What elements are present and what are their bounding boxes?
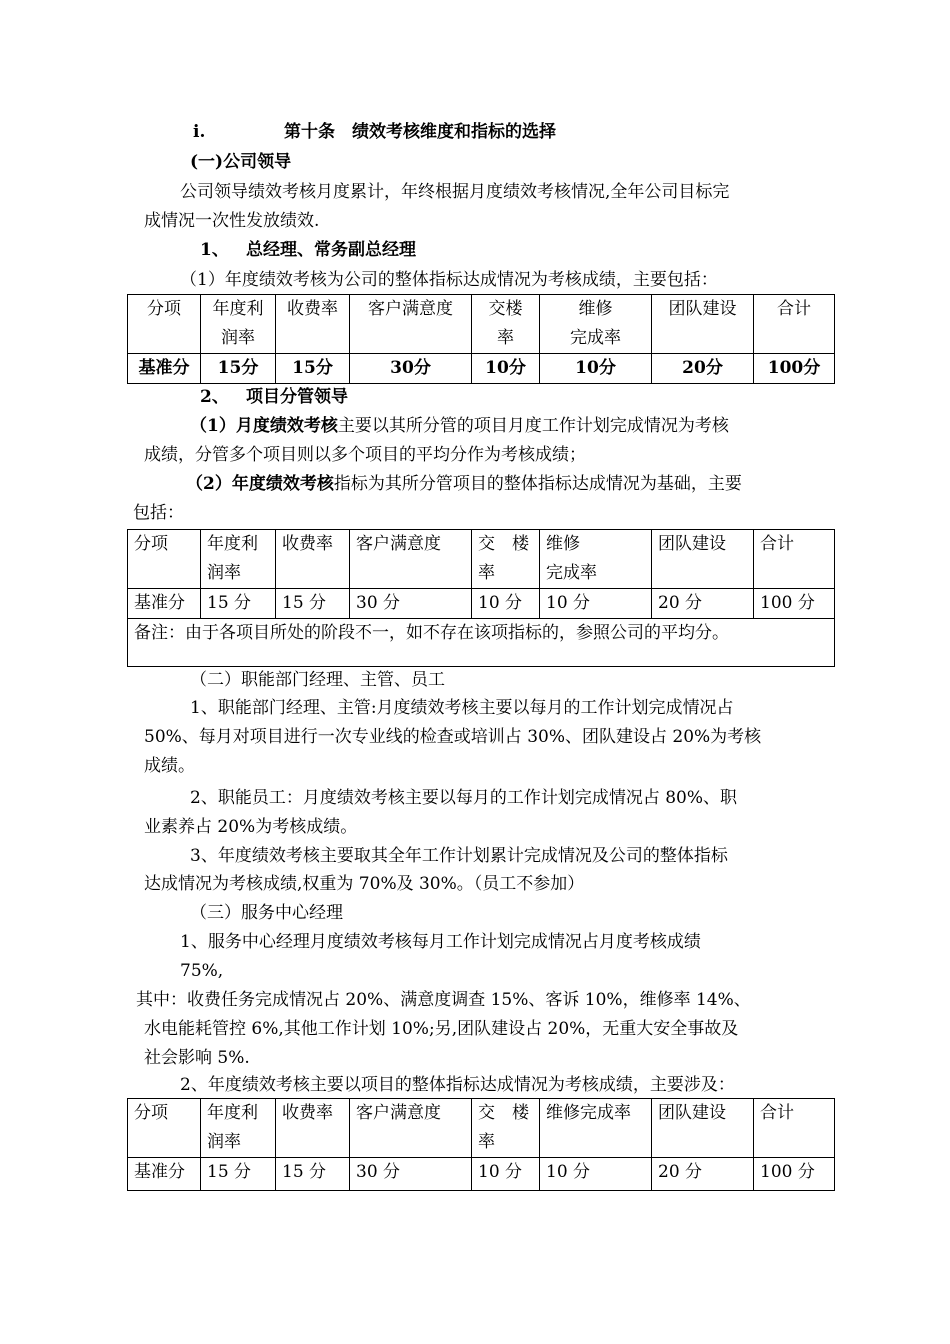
- table-weights-project-leader: [127, 529, 835, 667]
- header-cell: 团队建设: [652, 295, 754, 354]
- table-cell: 基准分: [128, 589, 201, 619]
- header-cell: 客户满意度: [350, 530, 472, 589]
- table-cell: 10 分: [540, 589, 652, 619]
- header-cell: 分项: [128, 1099, 201, 1158]
- paragraph-line: 50%、每月对项目进行一次专业线的检查或培训占 30%、团队建设占 20%为考核: [144, 727, 762, 747]
- header-cell: 分项: [128, 530, 201, 589]
- paragraph-line: 公司领导绩效考核月度累计，年终根据月度绩效考核情况,全年公司目标完: [180, 182, 730, 202]
- table-cell: 30 分: [350, 1158, 472, 1191]
- table-cell: 20 分: [652, 1158, 754, 1191]
- table-header-row: [128, 1099, 835, 1158]
- table-cell: 100分: [754, 354, 835, 384]
- paragraph-line: 成情况一次性发放绩效.: [144, 211, 320, 231]
- table-cell: 基准分: [128, 354, 201, 384]
- table-cell: 15 分: [201, 1158, 276, 1191]
- paragraph-line: 75%,: [180, 961, 224, 981]
- header-cell: 维修 完成率: [540, 295, 652, 354]
- header-cell: 收费率: [276, 295, 350, 354]
- table-header-row: [128, 295, 835, 354]
- header-cell: 收费率: [276, 530, 350, 589]
- header-cell: 收费率: [276, 1099, 350, 1158]
- header-cell: 分项: [128, 295, 201, 354]
- subsection-number: 1、: [200, 240, 229, 260]
- paragraph-line: 1、职能部门经理、主管:月度绩效考核主要以每月的工作计划完成情况占: [190, 698, 734, 718]
- table-cell: 30 分: [350, 589, 472, 619]
- table-cell: 10 分: [472, 589, 540, 619]
- table-row: [128, 589, 835, 619]
- header-cell: 年度利 润率: [201, 530, 276, 589]
- section-title-1: (一)公司领导: [190, 152, 292, 172]
- paragraph-line: 3、年度绩效考核主要取其全年工作计划累计完成情况及公司的整体指标: [190, 846, 728, 866]
- table-cell: 100 分: [754, 589, 835, 619]
- header-cell: 年度利 润率: [201, 295, 276, 354]
- paragraph-line: （1）年度绩效考核为公司的整体指标达成情况为考核成绩，主要包括：: [180, 270, 718, 290]
- table-cell: 20 分: [652, 589, 754, 619]
- header-cell: 团队建设: [652, 1099, 754, 1158]
- paragraph-line: 成绩，分管多个项目则以多个项目的平均分作为考核成绩；: [144, 445, 586, 465]
- table-cell: 基准分: [128, 1158, 201, 1191]
- header-cell: 交楼 率: [472, 295, 540, 354]
- header-cell: 维修 完成率: [540, 530, 652, 589]
- table-cell: 10分: [472, 354, 540, 384]
- paragraph-line: 业素养占 20%为考核成绩。: [144, 817, 358, 837]
- table-note: 备注：由于各项目所处的阶段不一，如不存在该项指标的，参照公司的平均分。: [128, 619, 835, 667]
- table-note-row: [128, 619, 835, 667]
- subsection-number: 2、: [200, 387, 229, 407]
- header-cell: 合计: [754, 1099, 835, 1158]
- header-cell: 交 楼 率: [472, 530, 540, 589]
- table-cell: 30分: [350, 354, 472, 384]
- table-row: [128, 1158, 835, 1191]
- paragraph-line: 2、年度绩效考核主要以项目的整体指标达成情况为考核成绩，主要涉及：: [180, 1075, 735, 1095]
- paragraph-line: 1、服务中心经理月度绩效考核每月工作计划完成情况占月度考核成绩: [180, 932, 701, 952]
- subsection-title: 总经理、常务副总经理: [246, 240, 416, 260]
- page-title: 第十条 绩效考核维度和指标的选择: [284, 122, 556, 142]
- header-cell: 客户满意度: [350, 295, 472, 354]
- heading-marker: i.: [193, 122, 206, 142]
- header-cell: 合计: [754, 295, 835, 354]
- header-cell: 客户满意度: [350, 1099, 472, 1158]
- table-cell: 15 分: [276, 589, 350, 619]
- header-cell: 团队建设: [652, 530, 754, 589]
- table-cell: 15分: [201, 354, 276, 384]
- header-cell: 交 楼 率: [472, 1099, 540, 1158]
- table-cell: 20分: [652, 354, 754, 384]
- table-cell: 15 分: [276, 1158, 350, 1191]
- section-title-2: （二）职能部门经理、主管、员工: [190, 670, 445, 690]
- table-weights-general-manager: [127, 294, 835, 384]
- table-row: [128, 354, 835, 384]
- table-cell: 15 分: [201, 589, 276, 619]
- paragraph-line: 达成情况为考核成绩,权重为 70%及 30%。（员工不参加）: [144, 874, 585, 894]
- table-weights-service-center: [127, 1098, 835, 1191]
- header-cell: 维修完成率: [540, 1099, 652, 1158]
- paragraph-line: （2）年度绩效考核指标为其所分管项目的整体指标达成情况为基础，主要: [186, 474, 742, 494]
- paragraph-line: 社会影响 5%.: [144, 1048, 250, 1068]
- paragraph-line: 包括：: [133, 503, 184, 523]
- table-cell: 15分: [276, 354, 350, 384]
- table-cell: 10 分: [472, 1158, 540, 1191]
- paragraph-line: 水电能耗管控 6%,其他工作计划 10%;另,团队建设占 20%，无重大安全事故及: [144, 1019, 739, 1039]
- table-cell: 10 分: [540, 1158, 652, 1191]
- header-cell: 合计: [754, 530, 835, 589]
- paragraph-line: （1）月度绩效考核主要以其所分管的项目月度工作计划完成情况为考核: [190, 416, 729, 436]
- table-cell: 10分: [540, 354, 652, 384]
- subsection-title: 项目分管领导: [246, 387, 348, 407]
- section-title-3: （三）服务中心经理: [190, 903, 343, 923]
- paragraph-line: 2、职能员工：月度绩效考核主要以每月的工作计划完成情况占 80%、职: [190, 788, 738, 808]
- paragraph-line: 其中：收费任务完成情况占 20%、满意度调查 15%、客诉 10%，维修率 14%、: [136, 990, 751, 1010]
- table-cell: 100 分: [754, 1158, 835, 1191]
- table-header-row: [128, 530, 835, 589]
- header-cell: 年度利 润率: [201, 1099, 276, 1158]
- paragraph-line: 成绩。: [144, 756, 195, 776]
